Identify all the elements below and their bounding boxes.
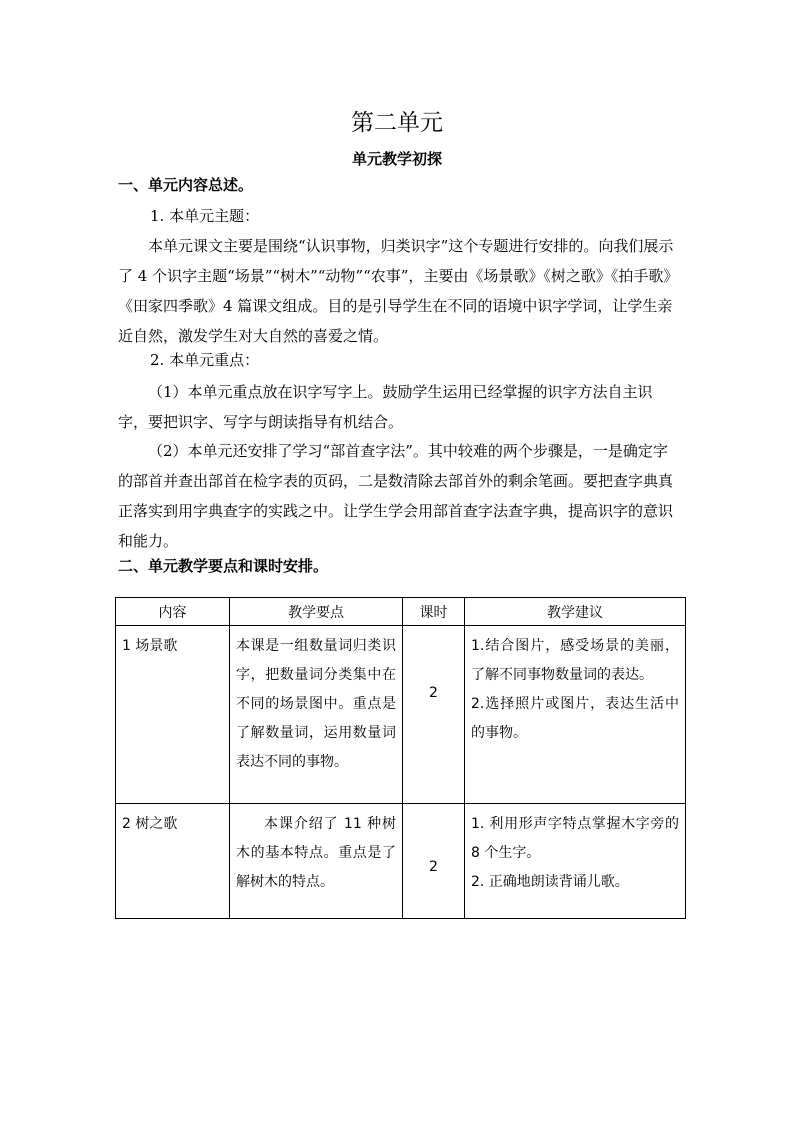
- row1-advice: [465, 626, 685, 754]
- row1-advice-cell: [465, 626, 686, 804]
- table-row: [116, 626, 686, 804]
- row1-advice-2: 2.选择照片或图片，表达生活中的事物。: [471, 696, 679, 741]
- section1-heading: 一、单元内容总述。: [118, 176, 254, 194]
- item2-point2: （2）本单元还安排了学习“部首查字法”。其中较难的两个步骤是，一是确定字的部首并查出部首在检字表的页码，二是数清除去部首外的剩余笔画。要把查字典真正落实到用字典查字的实践之中。让学生学会用部首查字法查字典，提高识字的意识和能力。: [118, 442, 674, 550]
- row1-content-cell: [116, 626, 230, 804]
- row2-advice-1: 1. 利用形声字特点掌握木字旁的 8 个生字。: [471, 816, 679, 861]
- item2-point1: （1）本单元重点放在识字写字上。鼓励学生运用已经掌握的识字方法自主识字，要把识字、写字与朗读指导有机结合。: [118, 383, 653, 431]
- row1-advice-1: 1.结合图片，感受场景的美丽，了解不同事物数量词的表达。: [471, 638, 679, 683]
- row2-point: 本课介绍了 11 种树木的基本特点。重点是了解树木的特点。: [236, 816, 396, 890]
- header-teaching-points: 教学要点: [230, 598, 403, 626]
- row2-hours: 2: [429, 859, 438, 875]
- row1-hours: 2: [429, 684, 438, 701]
- row1-point-cell: [230, 626, 403, 804]
- schedule-table: [115, 597, 686, 919]
- page-title: 第二单元: [351, 110, 443, 136]
- row1-content: 1 场景歌: [122, 638, 178, 654]
- row2-hours-cell: [403, 804, 465, 919]
- item1-label: 1. 本单元主题：: [150, 207, 260, 225]
- table-header-row: [116, 598, 686, 626]
- header-teaching-advice: 教学建议: [465, 598, 686, 626]
- item2-label: 2. 本单元重点：: [150, 351, 260, 369]
- row2-content: 2 树之歌: [122, 816, 178, 832]
- table-row: [116, 804, 686, 919]
- row2-point-cell: [230, 804, 403, 919]
- row1-hours-cell: [403, 626, 465, 804]
- row2-advice-cell: [465, 804, 686, 919]
- header-hours: 课时: [403, 598, 465, 626]
- row2-advice: [465, 804, 685, 903]
- header-content: 内容: [116, 598, 230, 626]
- row2-content-cell: [116, 804, 230, 919]
- row2-advice-2: 2. 正确地朗读背诵儿歌。: [471, 874, 629, 890]
- section2-heading: 二、单元教学要点和课时安排。: [118, 557, 329, 575]
- row1-point: 本课是一组数量词归类识字，把数量词分类集中在不同的场景图中。重点是了解数量词，运用数量词表达不同的事物。: [236, 638, 396, 770]
- page-subtitle: 单元教学初探: [351, 150, 442, 168]
- item1-paragraph: 本单元课文主要是围绕“认识事物，归类识字”这个专题进行安排的。向我们展示了 4 个识字主题“场景”“树木”“动物”“农事”，主要由《场景歌》《树之歌》《拍手歌》《田家四季歌》4 篇课文组成。目的是引导学生在不同的语境中识字学词，让学生亲近自然，激发学生对大自然的喜爱之情。: [118, 237, 679, 345]
